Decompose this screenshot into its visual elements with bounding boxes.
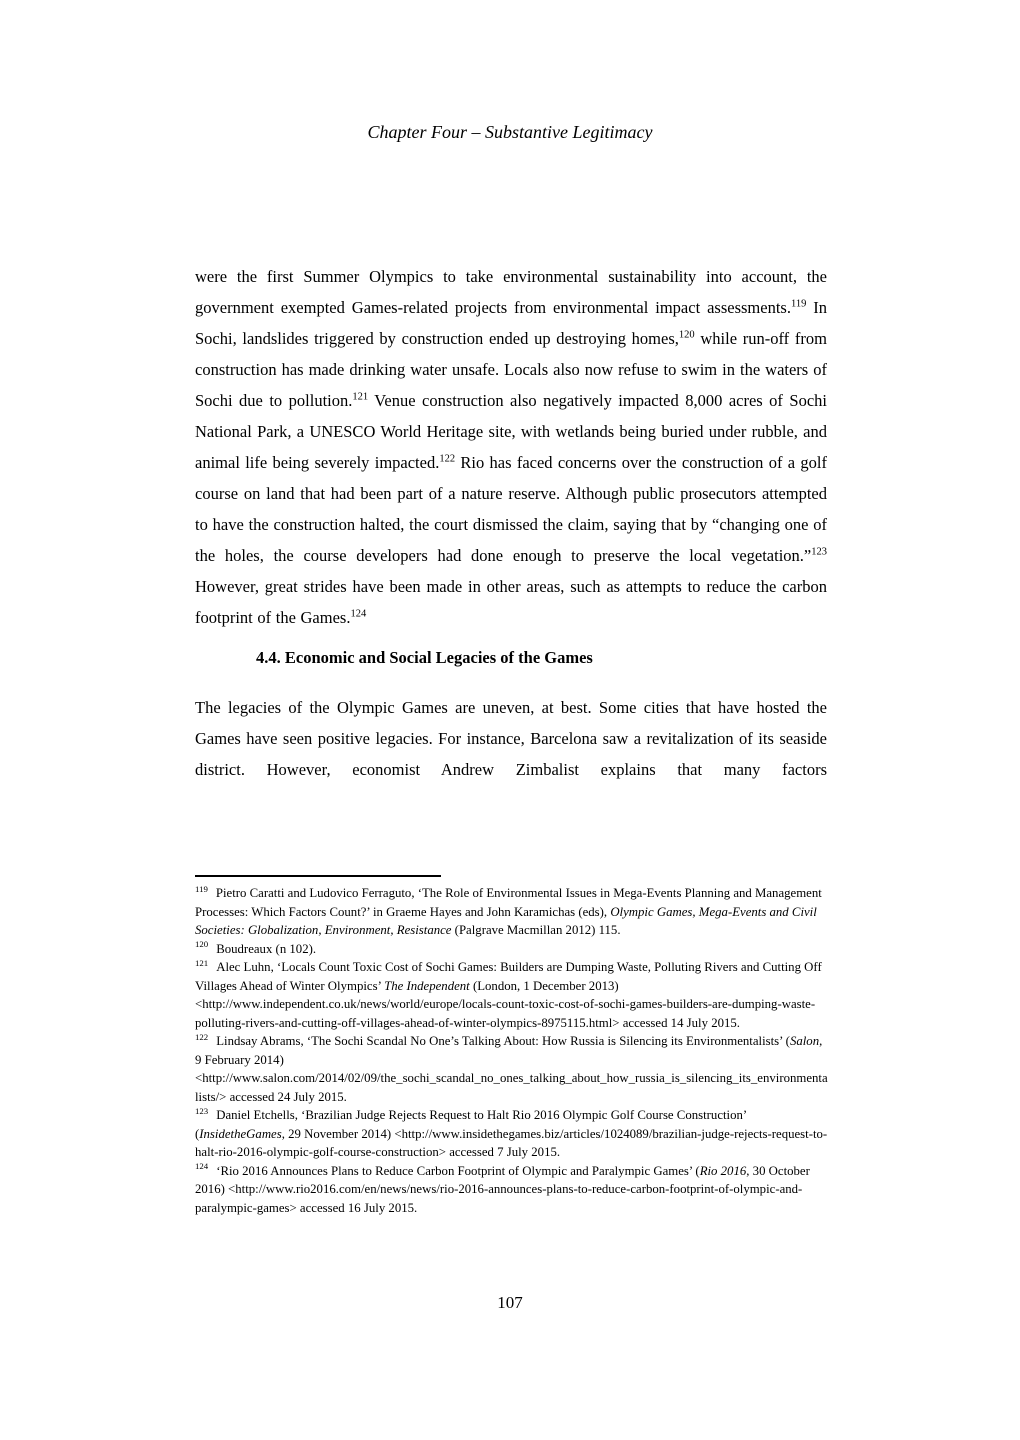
text-run: Pietro Caratti and Ludovico Ferraguto, ‘The Role of Environmental Issues in Mega-Events Planning and Management Processes: Which Factors Count?’ in Graeme Hayes and John Karamichas (eds),	[195, 886, 822, 919]
footnote-marker: 121	[352, 391, 369, 403]
footnote-marker: 124	[350, 608, 367, 620]
footnote	[195, 940, 831, 959]
text-run: Lindsay Abrams, ‘The Sochi Scandal No One’s Talking About: How Russia is Silencing its Environmentalists’ (	[216, 1034, 790, 1048]
footnote-marker: 122	[439, 453, 456, 465]
footnotes-list	[195, 884, 831, 1217]
footnote-number: 123	[195, 1105, 209, 1116]
footnote-number: 124	[195, 1161, 209, 1172]
text-run: Alec Luhn, ‘Locals Count Toxic Cost of Sochi Games: Builders are Dumping Waste, Polluting Rivers and Cutting Off Villages Ahead of Winter Olympics’	[195, 960, 822, 993]
footnote-number: 121	[195, 957, 209, 968]
text-run: Salon	[789, 1034, 820, 1048]
text-run: Rio 2016	[699, 1163, 747, 1178]
text-run: Daniel Etchells, ‘Brazilian Judge Rejects Request to Halt Rio 2016 Olympic Golf Course Construction’ (	[195, 1108, 747, 1141]
page-number: 107	[497, 1293, 523, 1312]
text-run: Rio has faced concerns over the construction of a golf course on land that had been part of a nature reserve. Although public prosecutors attempted to have the construction halted, the court dismissed the claim, saying that by “changing one of the holes, the course developers had done enough to preserve the local vegetation.”	[195, 453, 827, 565]
text-run: (Palgrave Macmillan 2012) 115.	[451, 923, 621, 937]
text-run: , 30 October 2016) <http://www.rio2016.com/en/news/news/rio-2016-announces-plans-to-reduce-carbon-footprint-of-olympic-and-paralympic-games> accessed 16 July 2015.	[195, 1163, 810, 1215]
text-run: while run-off from construction has made drinking water unsafe. Locals also now refuse to swim in the waters of Sochi due to pollution.	[195, 329, 827, 410]
text-run: InsidetheGames	[199, 1126, 282, 1141]
text-run: (London, 1 December 2013) <http://www.independent.co.uk/news/world/europe/locals-count-toxic-cost-of-sochi-games-builders-are-dumping-waste-polluting-rivers-and-cutting-off-villages-ahead-of-winter-olympics-8975115.html> accessed 14 July 2015.	[195, 978, 816, 1030]
text-run: , 29 November 2014) <http://www.insidethegames.biz/articles/1024089/brazilian-judge-rejects-request-to-halt-rio-2016-olympic-golf-course-construction> accessed 7 July 2015.	[195, 1126, 828, 1159]
text-run: , 9 February 2014) <http://www.salon.com/2014/02/09/the_sochi_scandal_no_ones_talking_about_how_russia_is_silencing_its_environmentalists/> accessed 24 July 2015.	[195, 1034, 828, 1104]
footnote-number: 119	[195, 883, 208, 894]
footnote-number: 120	[195, 939, 209, 950]
text-run: Venue construction also negatively impacted 8,000 acres of Sochi National Park, a UNESCO World Heritage site, with wetlands being buried under rubble, and animal life being severely impacted.	[195, 391, 827, 472]
text-run: The Independent	[384, 978, 470, 993]
footnote-marker: 120	[678, 329, 695, 341]
text-run: were the first Summer Olympics to take environmental sustainability into account, the government exempted Games-related projects from environmental impact assessments.	[195, 267, 827, 317]
footnote	[195, 1032, 831, 1106]
footnote-marker: 123	[811, 546, 827, 558]
text-run: In Sochi, landslides triggered by construction ended up destroying homes,	[195, 298, 827, 348]
text-run: However, great strides have been made in other areas, such as attempts to reduce the carbon footprint of the Games.	[195, 577, 827, 627]
text-run: Boudreaux (n 102).	[216, 941, 317, 956]
footnote	[195, 1106, 831, 1162]
body-paragraph-2: The legacies of the Olympic Games are uneven, at best. Some cities that have hosted the Games have seen positive legacies. For instance, Barcelona saw a revitalization of its seaside district. However, economist Andrew Zimbalist explains that many factors	[195, 698, 827, 779]
footnote	[195, 958, 831, 1032]
text-run: Olympic Games, Mega-Events and Civil Societies: Globalization, Environment, Resistance	[195, 904, 817, 937]
footnote	[195, 884, 831, 940]
footnote-marker: 119	[790, 298, 807, 310]
footnote	[195, 1162, 831, 1218]
section-heading: 4.4. Economic and Social Legacies of the Games	[256, 648, 593, 667]
footnote-number: 122	[195, 1031, 209, 1042]
chapter-header: Chapter Four – Substantive Legitimacy	[367, 122, 653, 142]
text-run: ‘Rio 2016 Announces Plans to Reduce Carbon Footprint of Olympic and Paralympic Games’ (	[216, 1163, 700, 1178]
footnote-separator-rule	[195, 875, 441, 877]
body-paragraph-1	[195, 261, 827, 633]
